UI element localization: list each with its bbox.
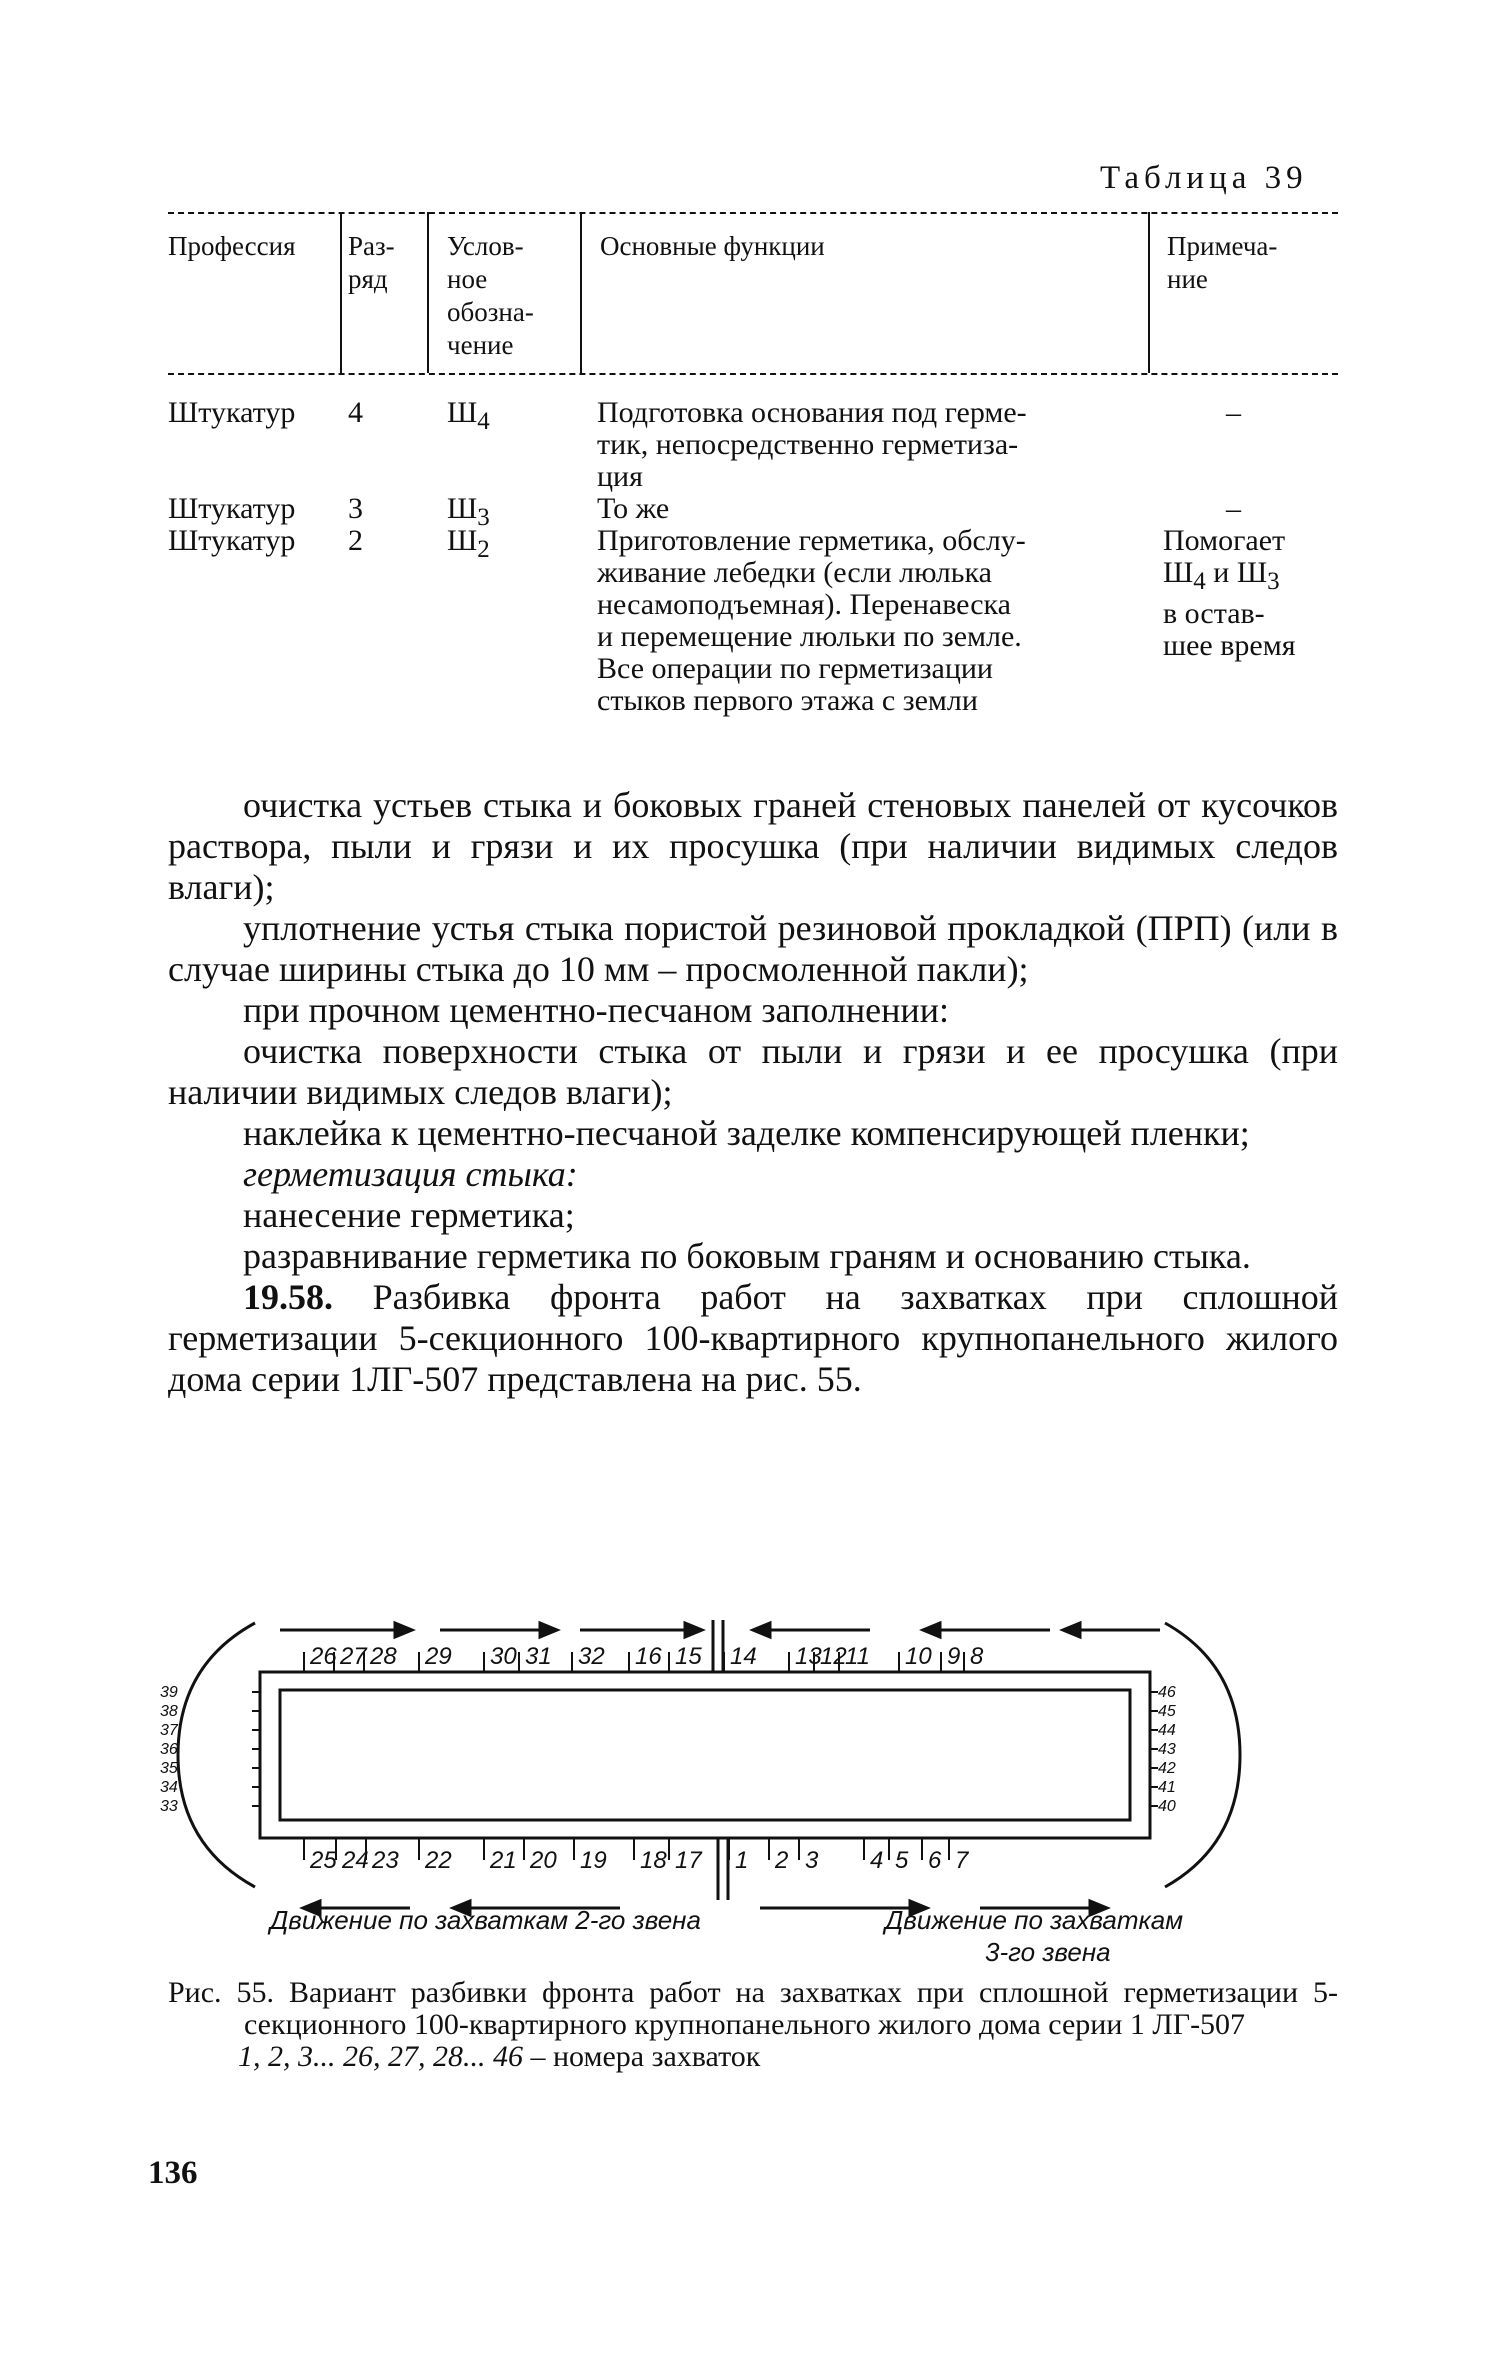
table-col-divider [427,212,429,373]
figure-caption: Рис. 55. Вариант разбивки фронта работ на захватках при сплошной герметизации 5-секционного 100-квартирного крупнопанельного жилого дома серии 1 ЛГ-507 1, 2, 3... 26, 27, 28... 46 – номера захваток [168,1976,1338,2073]
row3-profession: Штукатур [168,524,296,557]
building-inner [280,1690,1130,1820]
paragraph: нанесение герметика; [243,1195,575,1235]
paragraph: очистка устьев стыка и боковых граней стеновых панелей от кусочков раствора, пыли и грязи и их просушка (при наличии видимых следов влаги); [168,785,1338,907]
header-symbol: Услов- ное обозна- чение [447,231,534,360]
segment-label-bottom: 21 [490,1847,517,1874]
segment-label-bottom: 5 [895,1847,909,1874]
table-col-divider [580,212,582,373]
segment-label-bottom: 1 [735,1847,749,1874]
paragraph-19-58: 19.58. Разбивка фронта работ на захватках при сплошной герметизации 5-секционного 100-квартирного крупнопанельного жилого дома серии 1ЛГ-507 представлена на рис. 55. [168,1277,1338,1399]
row1-symbol: $Ш_4$ [447,396,490,435]
row3-functions: Приготовление герметика, обслу- живание лебедки (если люлька несамоподъемная). Перенавеска и перемещение люльки по земле. Все операции по герметизации стыков первого этажа с земли [597,524,1026,717]
segment-label-top: 30 [490,1643,517,1670]
segment-label-top: 32 [578,1643,605,1670]
segment-label-right: 46 [1158,1684,1176,1701]
row3-grade: 2 [348,524,363,557]
row1-functions: Подготовка основания под герме- тик, непосредственно герметиза- ция [597,396,1027,493]
segment-label-bottom: 22 [425,1847,452,1874]
segment-label-top: 15 [675,1643,702,1670]
segment-label-right: 41 [1158,1779,1176,1796]
row2-functions: То же [597,492,670,525]
segment-label-left: 38 [160,1703,178,1720]
paragraph: уплотнение устья стыка пористой резиновой прокладкой (ПРП) (или в случае ширины стыка до 10 мм – просмоленной пакли); [168,908,1338,989]
segment-label-left: 33 [160,1798,178,1815]
segment-label-bottom: 25 [310,1847,337,1874]
segment-label-bottom: 23 [372,1847,399,1874]
building-outer [260,1672,1150,1838]
segment-label-top: 14 [730,1643,757,1670]
segment-label-right: 45 [1158,1703,1176,1720]
segment-label-left: 39 [160,1684,178,1701]
row3-symbol: $Ш_2$ [447,524,490,563]
row2-grade: 3 [348,492,363,525]
segment-label-top: 29 [425,1643,452,1670]
segment-label-right: 42 [1158,1760,1176,1777]
header-note: Примеча- ние [1167,231,1278,294]
row1-profession: Штукатур [168,396,296,429]
paragraph-italic: герметизация стыка: [243,1154,578,1194]
header-functions: Основные функции [600,231,825,261]
row3-note: Помогает $Ш_4$ и $Ш_3$ в остав- шее время [1163,524,1296,662]
table-header-rule [168,373,1338,375]
segment-label-top: 11 [845,1643,870,1670]
paragraph: очистка поверхности стыка от пыли и грязи и ее просушка (при наличии видимых следов влаги); [168,1031,1338,1112]
segment-label-right: 40 [1158,1798,1176,1815]
segment-label-top: 28 [370,1643,397,1670]
segment-label-bottom: 24 [342,1847,369,1874]
header-profession: Профессия [168,231,296,261]
paragraph: разравнивание герметика по боковым граням и основанию стыка. [243,1236,1251,1276]
segment-label-bottom: 18 [640,1847,667,1874]
table-top-rule [168,212,1338,214]
label-movement-3rd-l1: Движение по захваткам [885,1905,1184,1935]
segment-label-left: 34 [160,1779,178,1796]
segment-label-left: 37 [160,1722,178,1739]
segment-label-bottom: 20 [530,1847,557,1874]
segment-label-top: 12 [820,1643,847,1670]
body-text [168,785,1338,1400]
segment-label-bottom: 4 [870,1847,884,1874]
segment-label-top: 27 [340,1643,367,1670]
segment-label-top: 9 [947,1643,961,1670]
segment-label-bottom: 6 [928,1847,942,1874]
outer-loop-right [1165,1623,1240,1887]
page-number: 136 [148,2155,198,2191]
label-movement-2nd: Движение по захваткам 2-го звена [270,1905,701,1935]
paragraph: наклейка к цементно-песчаной заделке компенсирующей пленки; [243,1113,1250,1153]
segment-label-bottom: 7 [955,1847,969,1874]
table-col-divider [1148,212,1150,373]
segment-label-top: 26 [310,1643,337,1670]
outer-loop-left [178,1623,255,1887]
segment-label-top: 10 [905,1643,932,1670]
segment-label-right: 43 [1158,1741,1176,1758]
row2-profession: Штукатур [168,492,296,525]
segment-label-left: 36 [160,1741,178,1758]
segment-label-bottom: 2 [775,1847,789,1874]
paragraph: при прочном цементно-песчаном заполнении: [243,990,949,1030]
row2-symbol: $Ш_3$ [447,492,490,531]
segment-label-top: 31 [525,1643,552,1670]
label-movement-3rd-l2: 3-го звена [985,1937,1111,1967]
segment-label-right: 44 [1158,1722,1176,1739]
header-grade: Раз- ряд [348,231,395,294]
segment-label-left: 35 [160,1760,178,1777]
segment-label-top: 8 [970,1643,984,1670]
table-col-divider [340,212,342,373]
table-caption: Таблица 39 [1100,160,1308,196]
segment-label-bottom: 19 [580,1847,607,1874]
segment-label-bottom: 3 [805,1847,819,1874]
segment-label-top: 16 [635,1643,662,1670]
segment-label-bottom: 17 [675,1847,702,1874]
row1-note: – [1226,396,1241,429]
row1-grade: 4 [348,396,363,429]
segment-label-top: 13 [795,1643,822,1670]
row2-note: – [1226,492,1241,525]
